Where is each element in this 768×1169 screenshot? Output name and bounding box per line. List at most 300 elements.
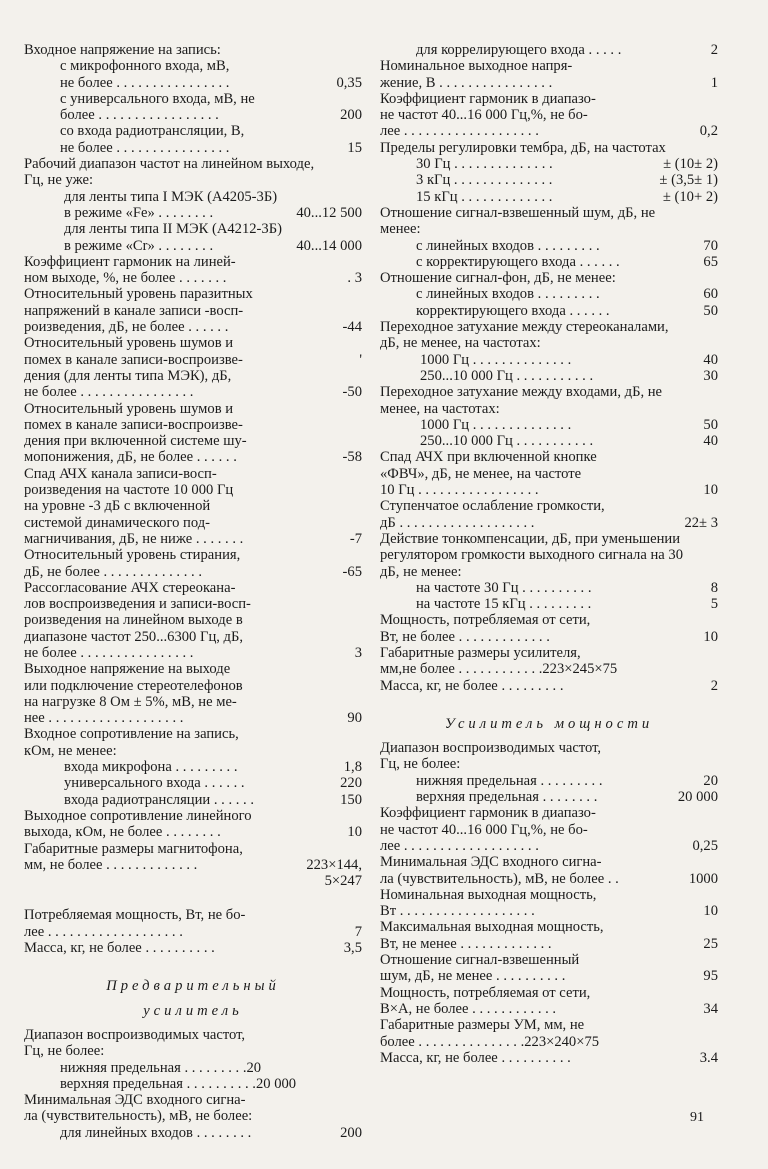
spec-text: помех в канале записи-воспроизве- xyxy=(24,416,243,433)
spec-value: 30 xyxy=(700,368,718,384)
spec-line xyxy=(24,547,362,563)
spec-text: лов воспроизведения и записи-восп- xyxy=(24,596,251,613)
spec-text: напряжений в канале записи -восп- xyxy=(24,302,244,319)
spec-line xyxy=(24,743,362,759)
spec-text: универсального входа . . . . . . xyxy=(64,775,245,792)
spec-line xyxy=(380,580,718,596)
section-heading: Усилитель мощности xyxy=(444,715,654,732)
spec-text: Пределы регулировки тембра, дБ, на частотах xyxy=(380,139,666,156)
spec-line xyxy=(380,205,718,221)
spec-line xyxy=(24,42,362,58)
spec-text: помех в канале записи-воспроизве- xyxy=(24,351,243,368)
spec-value: 40 xyxy=(700,433,718,449)
spec-line xyxy=(380,515,718,531)
spec-line xyxy=(380,547,718,563)
spec-text: Вт, не более . . . . . . . . . . . . . xyxy=(380,628,550,645)
spec-value: 200 xyxy=(337,1125,362,1141)
spec-value: 10 xyxy=(700,629,718,645)
spec-line xyxy=(380,612,718,628)
section-heading: Предварительный xyxy=(106,978,280,995)
spec-text: Ступенчатое ослабление громкости, xyxy=(380,498,605,515)
spec-text: для линейных входов . . . . . . . . xyxy=(60,1124,252,1141)
spec-text: ном выходе, %, не более . . . . . . . xyxy=(24,270,227,287)
spec-text: Отношение сигнал-взвешенный xyxy=(380,952,580,969)
spec-line xyxy=(380,838,718,854)
spec-text: Выходное сопротивление линейного xyxy=(24,807,252,824)
spec-text: Вт . . . . . . . . . . . . . . . . . . . xyxy=(380,903,535,920)
spec-text: на уровне -3 дБ с включенной xyxy=(24,498,211,515)
spec-line xyxy=(24,189,362,205)
spec-text: мопонижения, дБ, не более . . . . . . xyxy=(24,449,237,466)
spec-text: Коэффициент гармоник в диапазо- xyxy=(380,805,596,822)
spec-line xyxy=(24,156,362,172)
spec-text: с микрофонного входа, мВ, xyxy=(60,58,230,75)
spec-text: кОм, не менее: xyxy=(24,742,117,759)
spec-text: Переходное затухание между входами, дБ, не xyxy=(380,384,663,401)
spec-line xyxy=(24,792,362,808)
spec-text: не более . . . . . . . . . . . . . . . . xyxy=(24,384,194,401)
spec-line xyxy=(380,172,718,188)
spec-line xyxy=(24,286,362,302)
spec-value: 3.4 xyxy=(697,1050,718,1066)
spec-text: магничивания, дБ, не ниже . . . . . . . xyxy=(24,530,244,547)
spec-value: 220 xyxy=(337,775,362,791)
spec-text: мм,не более . . . . . . . . . . . .223×245×75 xyxy=(380,661,618,678)
spec-line xyxy=(380,887,718,903)
spec-value: 1000 xyxy=(686,871,718,887)
spec-value: 95 xyxy=(700,968,718,984)
spec-value: 150 xyxy=(337,792,362,808)
spec-value: 0,2 xyxy=(697,123,718,139)
spec-text: в режиме «Cr» . . . . . . . . xyxy=(64,237,214,254)
spec-line xyxy=(24,596,362,612)
spec-line xyxy=(380,629,718,645)
spec-line xyxy=(380,789,718,805)
spec-value: 10 xyxy=(344,824,362,840)
spacer xyxy=(24,889,362,907)
spec-value: -7 xyxy=(347,531,362,547)
spec-line xyxy=(24,1043,362,1059)
spec-value: 200 xyxy=(337,107,362,123)
spec-line xyxy=(24,482,362,498)
spec-value: 223×144, xyxy=(303,857,362,873)
spec-value: 7 xyxy=(352,924,362,940)
spec-text: выхода, кОм, не более . . . . . . . . xyxy=(24,824,221,841)
spec-line xyxy=(380,1050,718,1066)
spec-line xyxy=(380,968,718,984)
spec-text: для коррелирующего входа . . . . . xyxy=(416,42,622,58)
spec-line xyxy=(24,841,362,857)
section-heading: усилитель xyxy=(143,1002,243,1019)
spec-line xyxy=(380,368,718,384)
spec-line xyxy=(380,773,718,789)
spec-text: Отношение сигнал-фон, дБ, не менее: xyxy=(380,270,616,287)
spec-text: Коэффициент гармоник на линей- xyxy=(24,253,236,270)
spec-text: Спад АЧХ канала записи-восп- xyxy=(24,465,217,482)
spec-value: 0,25 xyxy=(689,838,718,854)
spec-line xyxy=(24,857,362,873)
spec-line xyxy=(24,433,362,449)
spec-line xyxy=(24,221,362,237)
spec-text: или подключение стереотелефонов xyxy=(24,677,243,694)
spec-text: 1000 Гц . . . . . . . . . . . . . . xyxy=(420,351,572,368)
spec-text: Переходное затухание между стереоканалами, xyxy=(380,319,669,336)
spec-line xyxy=(380,936,718,952)
spec-line xyxy=(24,808,362,824)
spec-text: ла (чувствительность), мВ, не более . . xyxy=(380,870,619,887)
spec-text: нее . . . . . . . . . . . . . . . . . . . xyxy=(24,710,184,727)
spec-line xyxy=(24,645,362,661)
spec-text: с линейных входов . . . . . . . . . xyxy=(416,237,600,254)
spec-text: Относительный уровень стирания, xyxy=(24,547,241,564)
spec-line xyxy=(24,75,362,91)
spec-line xyxy=(380,1001,718,1017)
spec-text: Номинальная выходная мощность, xyxy=(380,886,597,903)
spec-line xyxy=(380,871,718,887)
spec-value: 1 xyxy=(708,75,718,91)
spec-text: нижняя предельная . . . . . . . . . xyxy=(416,772,603,789)
spec-text: Масса, кг, не более . . . . . . . . . . xyxy=(380,1049,571,1066)
spec-line xyxy=(380,335,718,351)
spec-text: на частоте 30 Гц . . . . . . . . . . xyxy=(416,579,592,596)
spec-line xyxy=(24,498,362,514)
spec-text: дения при включенной системе шу- xyxy=(24,433,247,450)
spec-line xyxy=(380,919,718,935)
spec-value: 34 xyxy=(700,1001,718,1017)
spec-line xyxy=(380,140,718,156)
spec-text: Габаритные размеры магнитофона, xyxy=(24,840,243,857)
spec-value: ± (10± 2) xyxy=(660,156,718,172)
spec-text: для ленты типа II МЭК (А4212-3Б) xyxy=(64,221,282,238)
spec-text: не частот 40...16 000 Гц,%, не бо- xyxy=(380,107,588,124)
spec-value: 20 000 xyxy=(675,789,718,805)
spec-text: с универсального входа, мВ, не xyxy=(60,90,255,107)
spec-text: более . . . . . . . . . . . . . . . . . xyxy=(60,107,219,124)
spec-text: Входное напряжение на запись: xyxy=(24,42,221,58)
spec-value: 10 xyxy=(700,482,718,498)
spec-text: 250...10 000 Гц . . . . . . . . . . . xyxy=(420,367,594,384)
spec-line xyxy=(24,254,362,270)
spec-line xyxy=(24,661,362,677)
spec-line xyxy=(380,678,718,694)
spec-line xyxy=(24,123,362,139)
spec-text: входа микрофона . . . . . . . . . xyxy=(64,759,238,776)
spacer xyxy=(380,694,718,712)
spec-text: для ленты типа I МЭК (А4205-3Б) xyxy=(64,188,278,205)
spec-text: лее . . . . . . . . . . . . . . . . . . . xyxy=(380,837,539,854)
spec-line xyxy=(380,433,718,449)
spec-line xyxy=(380,352,718,368)
spec-line xyxy=(380,123,718,139)
spec-text: на нагрузке 8 Ом ± 5%, мВ, не ме- xyxy=(24,693,237,710)
spec-line xyxy=(24,694,362,710)
spec-text: диапазоне частот 250...6300 Гц, дБ, xyxy=(24,628,243,645)
spec-text: Мощность, потребляемая от сети, xyxy=(380,612,591,629)
spec-value: 1,8 xyxy=(341,759,362,775)
spec-text: роизведения, дБ, не более . . . . . . xyxy=(24,319,229,336)
spec-line xyxy=(380,903,718,919)
spec-text: менее: xyxy=(380,221,421,238)
spec-line xyxy=(24,417,362,433)
spec-line xyxy=(380,303,718,319)
spec-line xyxy=(380,854,718,870)
spec-line xyxy=(24,726,362,742)
spec-text: мм, не более . . . . . . . . . . . . . xyxy=(24,856,198,873)
spec-text: регулятором громкости выходного сигнала на 30 xyxy=(380,547,683,564)
spec-text: Коэффициент гармоник в диапазо- xyxy=(380,90,596,107)
spec-line xyxy=(380,661,718,677)
spec-value: 8 xyxy=(708,580,718,596)
spec-text: жение, В . . . . . . . . . . . . . . . . xyxy=(380,74,553,91)
spec-line xyxy=(24,710,362,726)
spec-line xyxy=(24,91,362,107)
spec-line xyxy=(24,924,362,940)
spec-value: 70 xyxy=(700,238,718,254)
spec-line xyxy=(24,759,362,775)
spec-text: более . . . . . . . . . . . . . . .223×240×75 xyxy=(380,1033,600,1050)
spec-line xyxy=(380,91,718,107)
spec-text: корректирующего входа . . . . . . xyxy=(416,302,610,319)
spec-text: Входное сопротивление на запись, xyxy=(24,726,239,743)
spec-value: 2 xyxy=(708,42,718,58)
spec-text: со входа радиотрансляции, В, xyxy=(60,123,245,140)
spec-line xyxy=(24,1060,362,1076)
spec-value: 40...12 500 xyxy=(293,205,362,221)
spec-text: дБ, не менее: xyxy=(380,563,462,580)
spec-text: менее, на частотах: xyxy=(380,400,500,417)
spec-value: 65 xyxy=(700,254,718,270)
spec-value: 3,5 xyxy=(341,940,362,956)
spec-text: Номинальное выходное напря- xyxy=(380,58,573,75)
spec-text: входа радиотрансляции . . . . . . xyxy=(64,791,254,808)
spec-text: В×А, не более . . . . . . . . . . . . xyxy=(380,1000,557,1017)
spec-text: Гц, не более: xyxy=(24,1043,105,1060)
spec-text: не более . . . . . . . . . . . . . . . . xyxy=(24,644,194,661)
spec-text: Вт, не менее . . . . . . . . . . . . . xyxy=(380,935,552,952)
spec-line xyxy=(380,596,718,612)
spec-text: дБ, не более . . . . . . . . . . . . . . xyxy=(24,563,202,580)
spec-text: 3 кГц . . . . . . . . . . . . . . xyxy=(416,172,553,189)
spec-line xyxy=(380,384,718,400)
spec-line xyxy=(380,645,718,661)
spec-value: . 3 xyxy=(344,270,362,286)
spec-value: ± (10+ 2) xyxy=(660,189,718,205)
spec-line xyxy=(380,221,718,237)
spec-line xyxy=(380,189,718,205)
spec-text: лее . . . . . . . . . . . . . . . . . . . xyxy=(24,923,183,940)
spec-line xyxy=(24,335,362,351)
spec-line xyxy=(380,1034,718,1050)
spec-text: Мощность, потребляемая от сети, xyxy=(380,984,591,1001)
spec-line xyxy=(24,873,362,889)
spec-text: 250...10 000 Гц . . . . . . . . . . . xyxy=(420,433,594,450)
spec-line xyxy=(24,612,362,628)
spec-value: 40 xyxy=(700,352,718,368)
spec-text: Выходное напряжение на выходе xyxy=(24,661,231,678)
spec-text: системой динамического под- xyxy=(24,514,211,531)
spec-text: дБ . . . . . . . . . . . . . . . . . . . xyxy=(380,514,535,531)
spec-line xyxy=(24,205,362,221)
spec-text: лее . . . . . . . . . . . . . . . . . . . xyxy=(380,123,539,140)
spec-line xyxy=(380,805,718,821)
spec-text: Гц, не более: xyxy=(380,756,461,773)
spec-text: роизведения на частоте 10 000 Гц xyxy=(24,482,234,499)
spec-line xyxy=(24,466,362,482)
spec-line xyxy=(24,678,362,694)
spec-line xyxy=(24,352,362,368)
spec-line xyxy=(24,58,362,74)
spec-value: 60 xyxy=(700,286,718,302)
spec-text: Гц, не уже: xyxy=(24,172,94,189)
spec-text: 30 Гц . . . . . . . . . . . . . . xyxy=(416,156,553,173)
spec-text: Максимальная выходная мощность, xyxy=(380,919,604,936)
spec-line xyxy=(380,58,718,74)
spec-line xyxy=(380,985,718,1001)
spec-line xyxy=(24,940,362,956)
spec-line xyxy=(24,1125,362,1141)
spec-value: ' xyxy=(356,352,362,368)
spec-text: в режиме «Fe» . . . . . . . . xyxy=(64,204,214,221)
spec-text: ла (чувствительность), мВ, не более: xyxy=(24,1108,253,1125)
spec-text: Габаритные размеры УМ, мм, не xyxy=(380,1017,585,1034)
spec-line xyxy=(24,907,362,923)
spec-line xyxy=(24,824,362,840)
spec-text: не более . . . . . . . . . . . . . . . . xyxy=(60,139,230,156)
spec-line xyxy=(380,1017,718,1033)
spec-value: 3 xyxy=(352,645,362,661)
left-column xyxy=(24,42,362,1141)
spec-line xyxy=(24,107,362,123)
spec-text: с линейных входов . . . . . . . . . xyxy=(416,286,600,303)
spec-line xyxy=(380,756,718,772)
spec-line xyxy=(24,238,362,254)
spec-value: 40...14 000 xyxy=(293,238,362,254)
spec-line xyxy=(380,156,718,172)
spec-text: Относительный уровень паразитных xyxy=(24,286,253,303)
spec-line xyxy=(380,319,718,335)
spec-text: шум, дБ, не менее . . . . . . . . . . xyxy=(380,968,566,985)
spec-line xyxy=(24,368,362,384)
spec-line xyxy=(380,449,718,465)
spec-text: Отношение сигнал-взвешенный шум, дБ, не xyxy=(380,204,656,221)
spec-value: 2 xyxy=(708,678,718,694)
spec-line xyxy=(380,417,718,433)
spec-value: -44 xyxy=(340,319,362,335)
spec-value: 50 xyxy=(700,303,718,319)
spec-text: не частот 40...16 000 Гц,%, не бо- xyxy=(380,821,588,838)
spec-value: 90 xyxy=(344,710,362,726)
spec-line xyxy=(380,286,718,302)
spec-text: Диапазон воспроизводимых частот, xyxy=(24,1026,246,1043)
spec-line xyxy=(24,1076,362,1092)
spec-line xyxy=(24,515,362,531)
spec-value: ± (3,5± 1) xyxy=(656,172,718,188)
spec-line xyxy=(24,270,362,286)
spec-text: 15 кГц . . . . . . . . . . . . . xyxy=(416,188,553,205)
spec-text: 10 Гц . . . . . . . . . . . . . . . . . xyxy=(380,482,539,499)
spec-line xyxy=(24,303,362,319)
spec-line xyxy=(380,466,718,482)
spec-line xyxy=(380,75,718,91)
spec-line xyxy=(24,140,362,156)
spec-text: Относительный уровень шумов и xyxy=(24,400,234,417)
spec-line xyxy=(380,254,718,270)
spec-value: 25 xyxy=(700,936,718,952)
spec-value: 22± 3 xyxy=(681,515,718,531)
spec-line xyxy=(24,1108,362,1124)
spec-line xyxy=(380,270,718,286)
spec-line xyxy=(380,740,718,756)
page-number: 91 xyxy=(690,1110,704,1125)
spec-line xyxy=(24,1092,362,1108)
spec-line xyxy=(380,107,718,123)
spec-text: нижняя предельная . . . . . . . . .20 xyxy=(60,1059,262,1076)
spec-text: Габаритные размеры усилителя, xyxy=(380,644,581,661)
spec-line xyxy=(24,531,362,547)
spec-text: 1000 Гц . . . . . . . . . . . . . . xyxy=(420,416,572,433)
spec-value: 15 xyxy=(344,140,362,156)
spec-line xyxy=(24,775,362,791)
spec-text: верхняя предельная . . . . . . . . xyxy=(416,789,598,806)
right-column xyxy=(380,42,718,1066)
spec-value: 5 xyxy=(708,596,718,612)
spec-text: дБ, не менее, на частотах: xyxy=(380,335,541,352)
spec-line xyxy=(24,1027,362,1043)
spec-line xyxy=(380,42,718,58)
spec-line xyxy=(24,401,362,417)
spec-value: -65 xyxy=(340,564,362,580)
spec-value: 5×247 xyxy=(322,873,362,889)
spec-line xyxy=(24,629,362,645)
spec-value: -50 xyxy=(340,384,362,400)
spec-text: верхняя предельная . . . . . . . . . .20 000 xyxy=(60,1075,297,1092)
spec-value: 20 xyxy=(700,773,718,789)
spec-text: Масса, кг, не более . . . . . . . . . . xyxy=(24,940,215,957)
spec-text: Действие тонкомпенсации, дБ, при уменьшении xyxy=(380,530,681,547)
spec-value: 0,35 xyxy=(333,75,362,91)
spec-value: 10 xyxy=(700,903,718,919)
spec-line xyxy=(380,952,718,968)
spec-value: -58 xyxy=(340,449,362,465)
spec-text: Относительный уровень шумов и xyxy=(24,335,234,352)
spec-line xyxy=(24,172,362,188)
spec-text: Диапазон воспроизводимых частот, xyxy=(380,740,602,757)
spec-text: Потребляемая мощность, Вт, не бо- xyxy=(24,907,246,924)
spec-value: 50 xyxy=(700,417,718,433)
spec-text: Минимальная ЭДС входного сигна- xyxy=(380,854,602,871)
spec-text: Рабочий диапазон частот на линейном выходе, xyxy=(24,156,315,173)
spec-line xyxy=(380,498,718,514)
spec-line xyxy=(380,238,718,254)
spec-line xyxy=(380,564,718,580)
spec-text: на частоте 15 кГц . . . . . . . . . xyxy=(416,596,592,613)
spacer xyxy=(24,956,362,974)
spec-line xyxy=(24,564,362,580)
spec-line xyxy=(380,531,718,547)
spec-text: Рассогласование АЧХ стереоканa- xyxy=(24,579,236,596)
spec-line xyxy=(24,449,362,465)
spec-text: дения (для ленты типа МЭК), дБ, xyxy=(24,367,232,384)
spec-line xyxy=(24,319,362,335)
spec-text: не более . . . . . . . . . . . . . . . . xyxy=(60,74,230,91)
spec-line xyxy=(380,822,718,838)
spec-line xyxy=(24,384,362,400)
spec-text: с корректирующего входа . . . . . . xyxy=(416,253,620,270)
spec-text: роизведения на линейном выходе в xyxy=(24,612,243,629)
spec-line xyxy=(24,580,362,596)
spec-text: «ФВЧ», дБ, не менее, на частоте xyxy=(380,465,582,482)
spec-line xyxy=(380,401,718,417)
